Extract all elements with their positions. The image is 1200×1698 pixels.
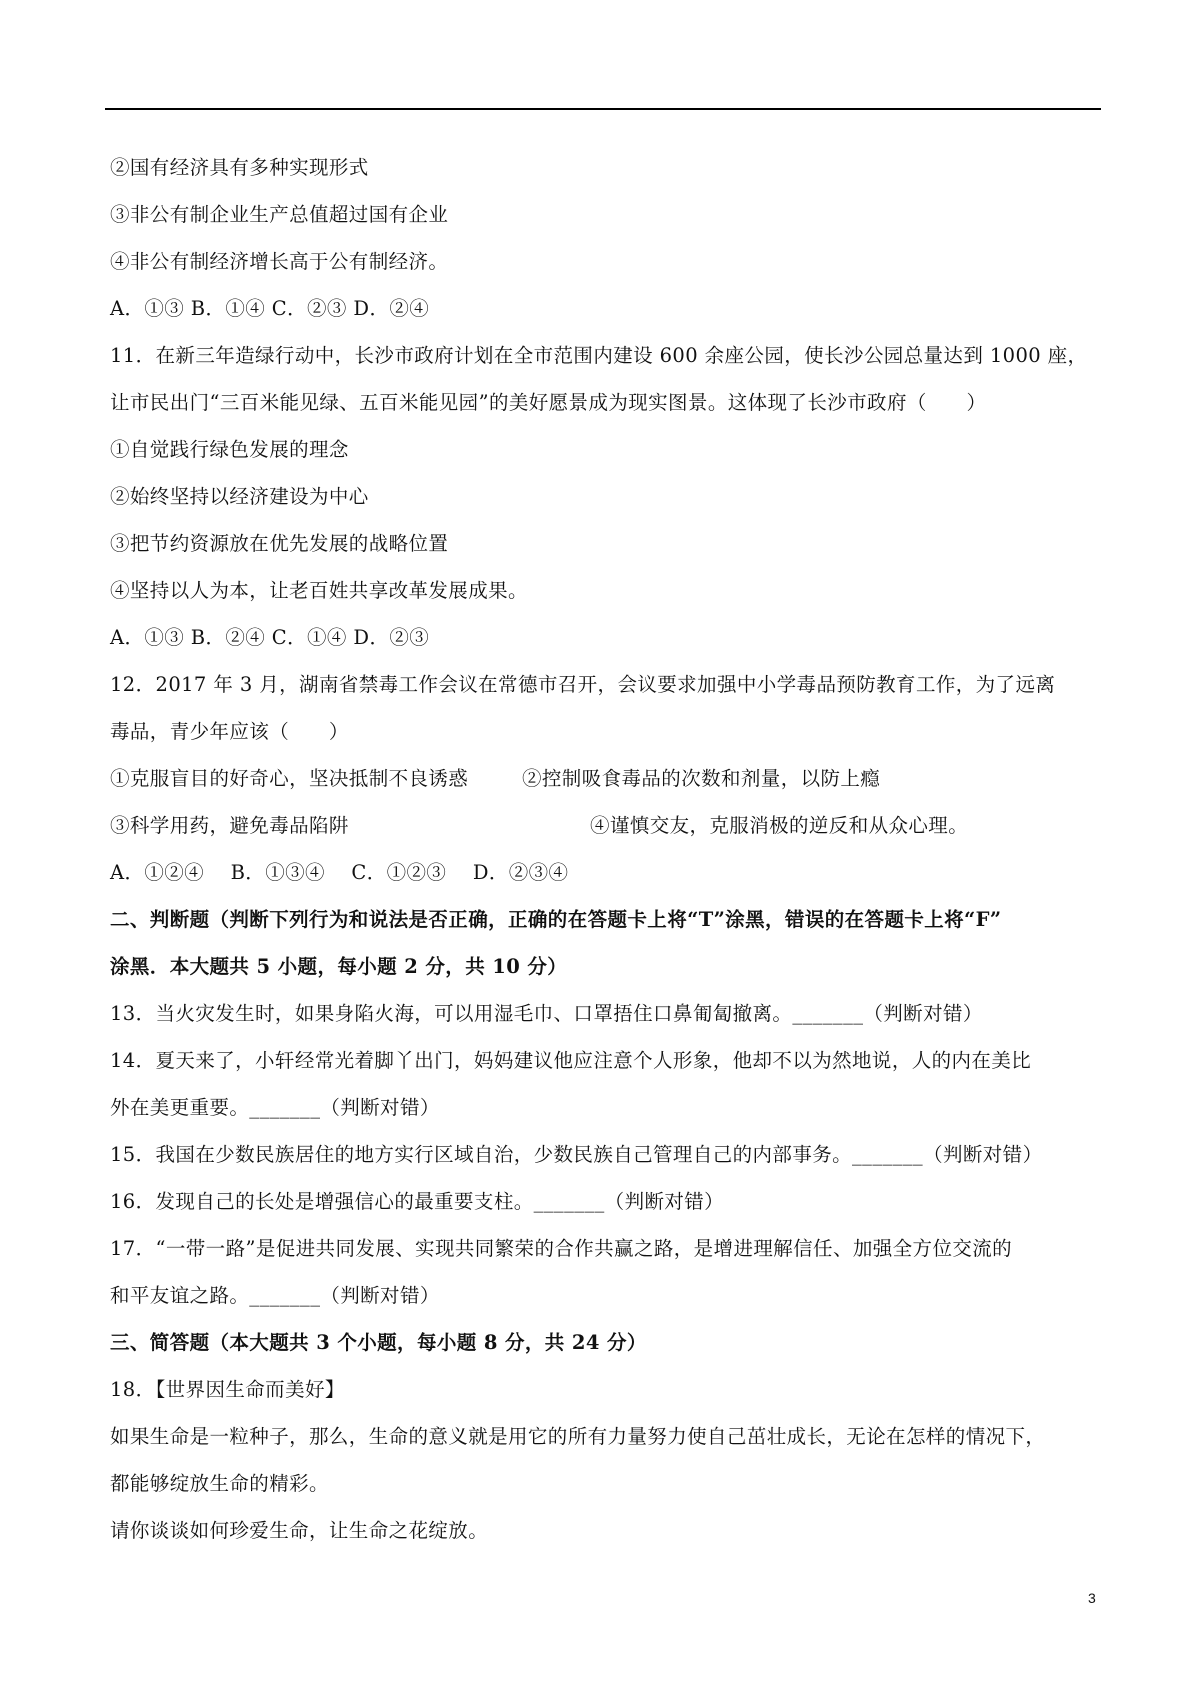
q12-option-2: ②控制吸食毒品的次数和剂量，以防上瘾 bbox=[522, 767, 881, 790]
page-number: 3 bbox=[1088, 1590, 1096, 1606]
q11-option-4: ④坚持以人为本，让老百姓共享改革发展成果。 bbox=[110, 579, 528, 602]
question-12-line-2: 毒品，青少年应该（ ） bbox=[110, 720, 349, 743]
question-13: 13．当火灾发生时，如果身陷火海，可以用湿毛巾、口罩捂住口鼻匍匐撤离。_______（判断对错） bbox=[110, 1002, 983, 1025]
question-17-line-1: 17．“一带一路”是促进共同发展、实现共同繁荣的合作共赢之路，是增进理解信任、加强全方位交流的 bbox=[110, 1237, 1013, 1260]
section-2-heading-line-2: 涂黑．本大题共 5 小题，每小题 2 分，共 10 分） bbox=[110, 955, 568, 978]
question-14-line-2: 外在美更重要。_______（判断对错） bbox=[110, 1096, 440, 1119]
q12-option-3: ③科学用药，避免毒品陷阱 bbox=[110, 814, 349, 837]
question-18-passage-line-1: 如果生命是一粒种子，那么，生命的意义就是用它的所有力量努力使自己茁壮成长，无论在怎样的情况下， bbox=[110, 1425, 1046, 1448]
option-2-line: ②国有经济具有多种实现形式 bbox=[110, 156, 369, 179]
question-14-line-1: 14．夏天来了，小轩经常光着脚丫出门，妈妈建议他应注意个人形象，他却不以为然地说，人的内在美比 bbox=[110, 1049, 1032, 1072]
q11-option-3: ③把节约资源放在优先发展的战略位置 bbox=[110, 532, 449, 555]
question-18-title: 18．【世界因生命而美好】 bbox=[110, 1378, 345, 1401]
question-17-line-2: 和平友谊之路。_______（判断对错） bbox=[110, 1284, 440, 1307]
option-3-line: ③非公有制企业生产总值超过国有企业 bbox=[110, 203, 449, 226]
section-2-heading-line-1: 二、判断题（判断下列行为和说法是否正确，正确的在答题卡上将“T”涂黑，错误的在答题卡上将“F” bbox=[110, 908, 1002, 931]
question-15: 15．我国在少数民族居住的地方实行区域自治，少数民族自己管理自己的内部事务。_______（判断对错） bbox=[110, 1143, 1043, 1166]
q11-option-2: ②始终坚持以经济建设为中心 bbox=[110, 485, 369, 508]
header-rule bbox=[105, 108, 1101, 110]
section-3-heading: 三、简答题（本大题共 3 个小题，每小题 8 分，共 24 分） bbox=[110, 1331, 647, 1354]
q12-option-4: ④谨慎交友，克服消极的逆反和从众心理。 bbox=[590, 814, 969, 837]
answer-choices-q11: A．①③ B．②④ C．①④ D．②③ bbox=[110, 626, 430, 649]
q11-option-1: ①自觉践行绿色发展的理念 bbox=[110, 438, 349, 461]
answer-choices-q12: A．①②④ B．①③④ C．①②③ D．②③④ bbox=[110, 861, 569, 884]
question-11-line-1: 11．在新三年造绿行动中，长沙市政府计划在全市范围内建设 600 余座公园，使长沙公园总量达到 1000 座， bbox=[110, 344, 1088, 367]
question-11-line-2: 让市民出门“三百米能见绿、五百米能见园”的美好愿景成为现实图景。这体现了长沙市政府（ ） bbox=[110, 391, 987, 414]
question-18-passage-line-2: 都能够绽放生命的精彩。 bbox=[110, 1472, 329, 1495]
answer-choices-q10: A．①③ B．①④ C．②③ D．②④ bbox=[110, 297, 430, 320]
question-18-prompt: 请你谈谈如何珍爱生命，让生命之花绽放。 bbox=[110, 1519, 489, 1542]
option-4-line: ④非公有制经济增长高于公有制经济。 bbox=[110, 250, 449, 273]
q12-option-1: ①克服盲目的好奇心，坚决抵制不良诱惑 bbox=[110, 767, 469, 790]
question-12-line-1: 12．2017 年 3 月，湖南省禁毒工作会议在常德市召开，会议要求加强中小学毒品预防教育工作，为了远离 bbox=[110, 673, 1056, 696]
question-16: 16．发现自己的长处是增强信心的最重要支柱。_______（判断对错） bbox=[110, 1190, 725, 1213]
